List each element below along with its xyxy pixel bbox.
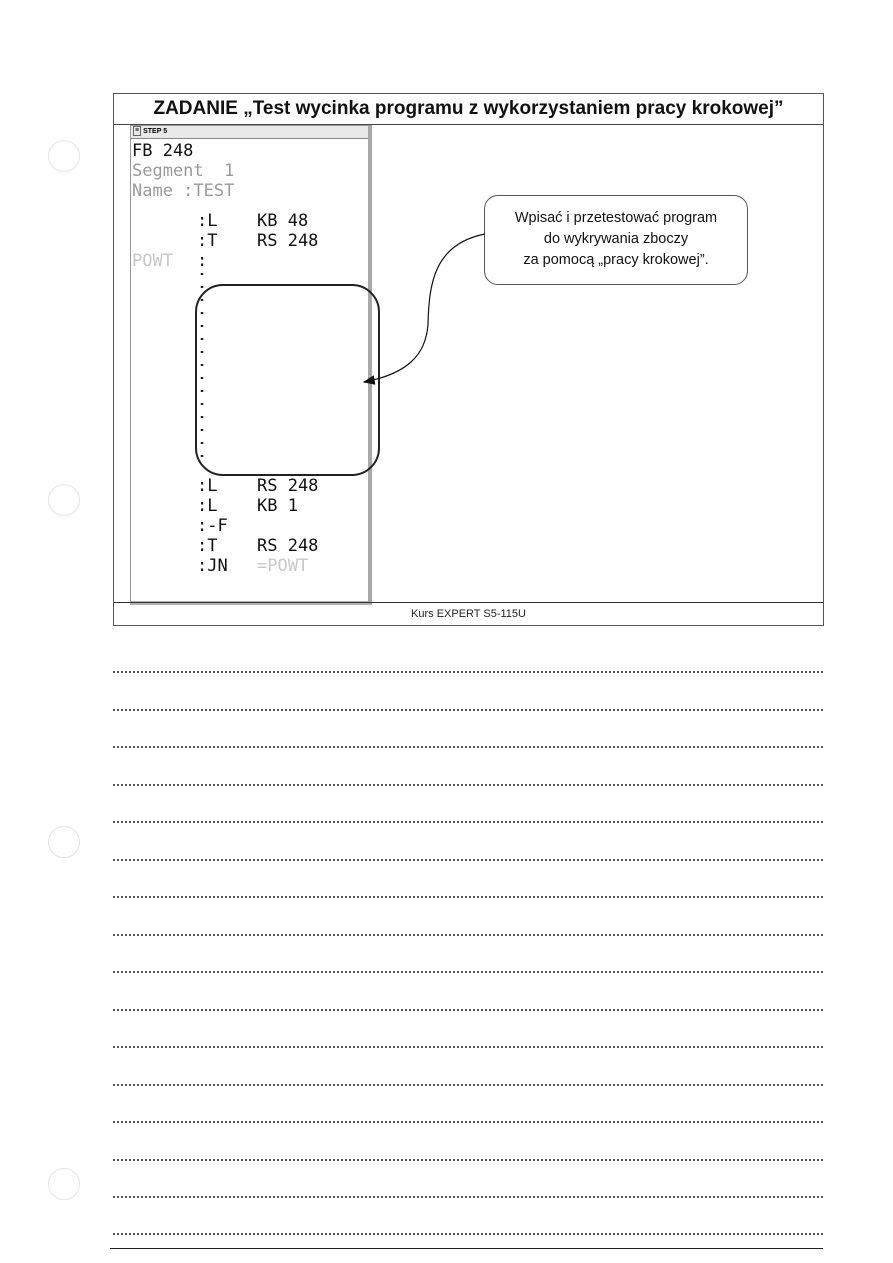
- label-powt: POWT: [132, 251, 173, 271]
- code-op: :T: [197, 536, 218, 556]
- note-line: [113, 859, 823, 861]
- code-op: :L: [197, 211, 218, 231]
- panel-title: ZADANIE „Test wycinka programu z wykorzystaniem pracy krokowej”: [114, 94, 823, 125]
- callout-line: za pomocą „pracy krokowej”.: [523, 252, 709, 268]
- note-line: [113, 1046, 823, 1048]
- code-arg: RS 248: [257, 536, 319, 556]
- note-line: [113, 1121, 823, 1123]
- punch-hole: [48, 140, 80, 172]
- note-line: [113, 1159, 823, 1161]
- note-line: [113, 709, 823, 711]
- note-line: [113, 671, 823, 673]
- callout-arrow: [114, 94, 823, 625]
- step5-title: STEP 5: [143, 128, 168, 135]
- punch-hole: [48, 484, 80, 516]
- window-icon: ≡: [135, 127, 140, 135]
- name-line: Name :TEST: [132, 181, 235, 201]
- code-op: :JN: [197, 556, 228, 576]
- code-arg: RS 248: [257, 476, 319, 496]
- note-line: [113, 821, 823, 823]
- note-line: [113, 1196, 823, 1198]
- note-line: [113, 784, 823, 786]
- segment-line: Segment 1: [132, 161, 235, 181]
- code-arg: =POWT: [257, 556, 309, 576]
- code-op: :T: [197, 231, 218, 251]
- punch-hole: [48, 826, 80, 858]
- note-line: [113, 1009, 823, 1011]
- code-op: :L: [197, 496, 218, 516]
- code-op: :-F: [197, 516, 228, 536]
- note-line: [113, 1084, 823, 1086]
- note-line: [113, 896, 823, 898]
- code-arg: RS 248: [257, 231, 319, 251]
- callout-line: Wpisać i przetestować program: [514, 210, 718, 226]
- label-colon: :: [197, 251, 208, 271]
- note-line: [113, 934, 823, 936]
- note-line: [113, 1233, 823, 1235]
- panel-footer: Kurs EXPERT S5-115U: [114, 602, 823, 625]
- code-arg: KB 48: [257, 211, 309, 231]
- fb-line: FB 248: [132, 141, 194, 161]
- punch-hole: [48, 1168, 80, 1200]
- note-line: [113, 971, 823, 973]
- code-arg: KB 1: [257, 496, 298, 516]
- callout-line: do wykrywania zboczy: [543, 231, 689, 247]
- bottom-rule: [110, 1248, 823, 1249]
- code-op: :L: [197, 476, 218, 496]
- note-line: [113, 746, 823, 748]
- task-panel: [113, 93, 824, 626]
